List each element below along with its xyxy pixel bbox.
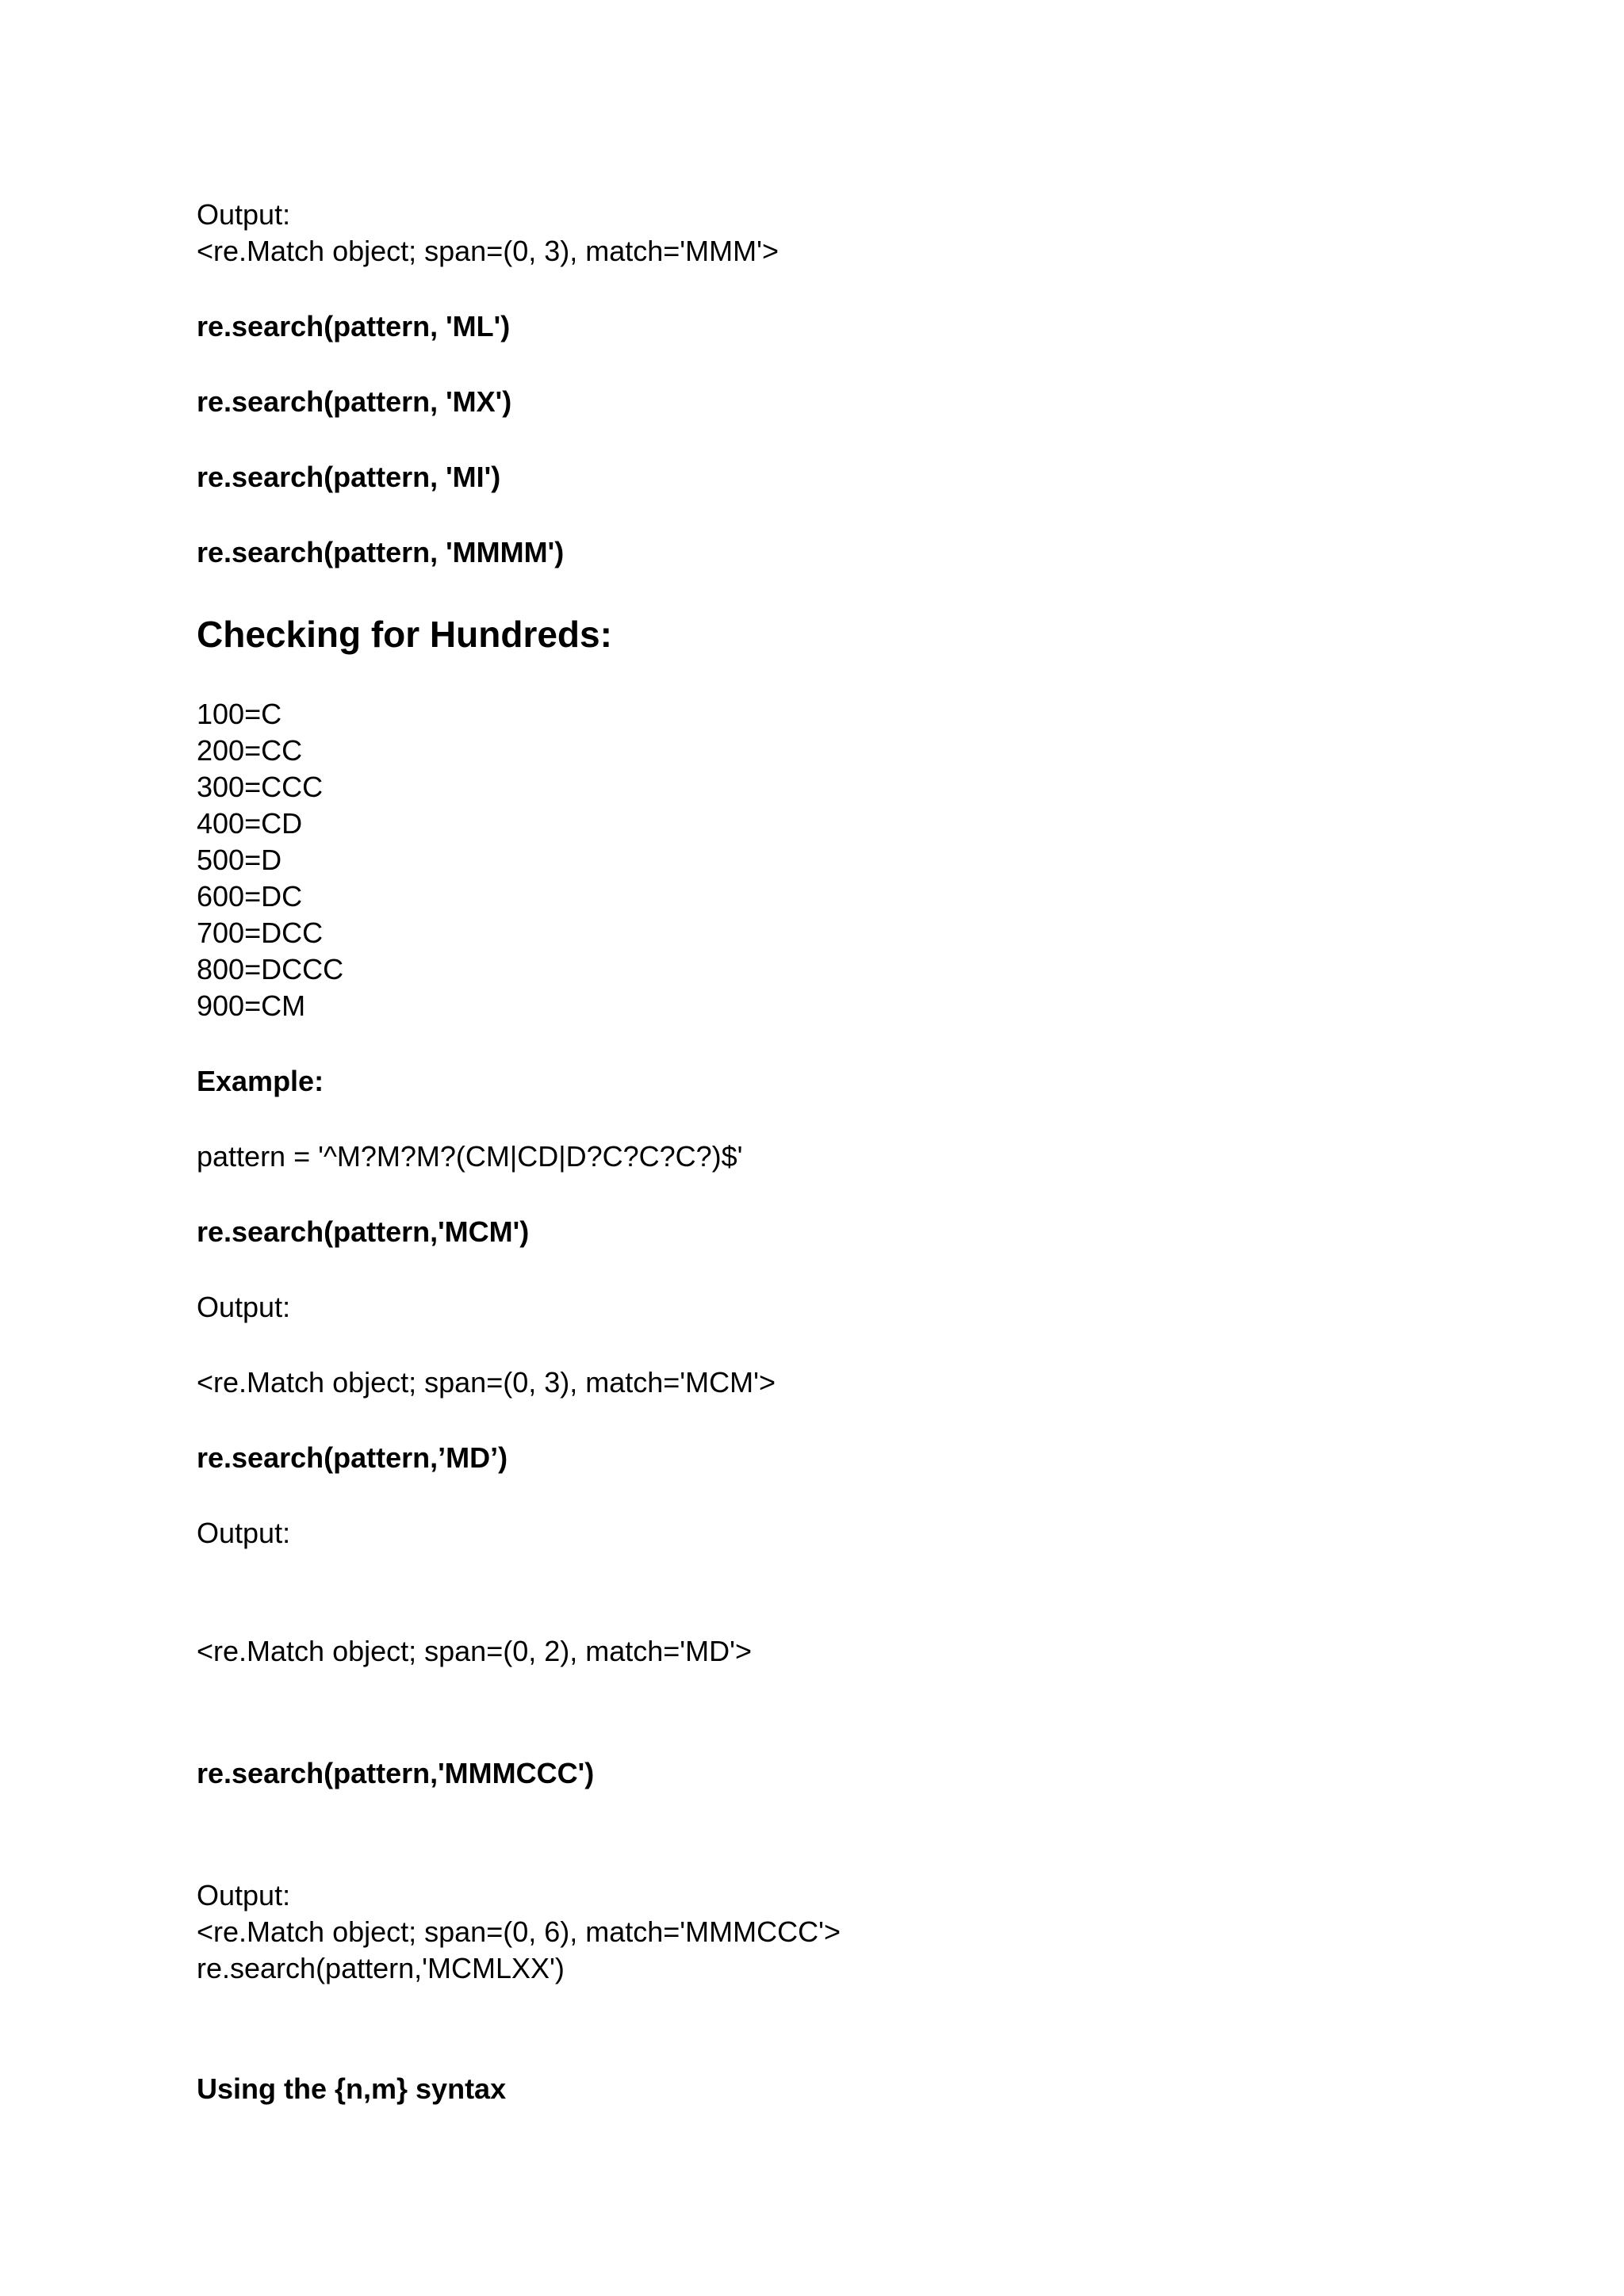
pattern-line: pattern = '^M?M?M?(CM|CD|D?C?C?C?)$' (197, 1140, 743, 1173)
match-result: <re.Match object; span=(0, 3), match='MMM'> (197, 235, 779, 267)
numeral-row: 400=CD (197, 807, 303, 840)
match-result: <re.Match object; span=(0, 6), match='MMMCCC'> (197, 1915, 841, 1948)
match-result: <re.Match object; span=(0, 2), match='MD'> (197, 1635, 753, 1667)
numeral-row: 700=DCC (197, 916, 324, 949)
code-line: re.search(pattern,’MD’) (197, 1441, 508, 1474)
code-line: re.search(pattern, 'MX') (197, 385, 512, 418)
example-label: Example: (197, 1065, 324, 1097)
code-line: re.search(pattern,'MMMCCC') (197, 1757, 595, 1789)
output-label: Output: (197, 1879, 291, 1911)
output-label: Output: (197, 1517, 291, 1549)
numeral-row: 300=CCC (197, 771, 324, 803)
section-heading: Checking for Hundreds: (197, 614, 612, 655)
numeral-row: 500=D (197, 844, 282, 876)
numeral-row: 600=DC (197, 880, 303, 913)
numeral-row: 900=CM (197, 989, 306, 1022)
code-line: re.search(pattern, 'MI') (197, 461, 501, 493)
output-label: Output: (197, 198, 291, 231)
code-line: re.search(pattern,'MCMLXX') (197, 1952, 565, 1984)
numeral-row: 800=DCCC (197, 953, 344, 985)
numeral-row: 100=C (197, 698, 282, 730)
code-line: re.search(pattern, 'MMMM') (197, 536, 565, 568)
code-line: re.search(pattern, 'ML') (197, 310, 511, 342)
numeral-row: 200=CC (197, 734, 303, 767)
section-subheading: Using the {n,m} syntax (197, 2072, 507, 2105)
output-label: Output: (197, 1291, 291, 1323)
match-result: <re.Match object; span=(0, 3), match='MCM'> (197, 1366, 776, 1399)
code-line: re.search(pattern,'MCM') (197, 1215, 530, 1248)
